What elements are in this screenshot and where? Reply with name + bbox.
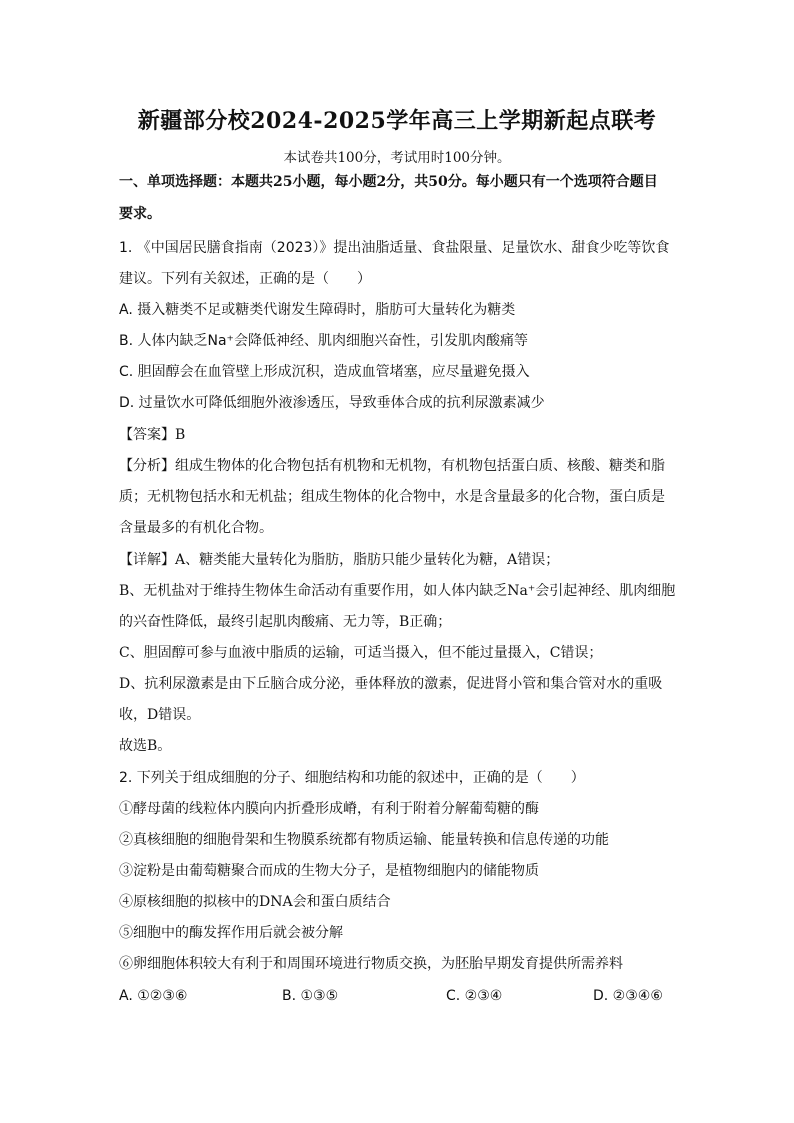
q2-item-5: ⑤细胞中的酶发挥作用后就会被分解 <box>119 925 343 941</box>
q1-detail-line-5: D、抗利尿激素是由下丘脑合成分泌，垂体释放的激素，促进肾小管和集合管对水的重吸 <box>119 676 663 692</box>
q1-option-d: D. 过量饮水可降低细胞外液渗透压，导致垂体合成的抗利尿激素减少 <box>119 395 545 411</box>
q1-analysis-line-3: 含量最多的有机化合物。 <box>119 520 273 536</box>
q1-stem-line-1: 1. 《中国居民膳食指南（2023）》提出油脂适量、食盐限量、足量饮水、甜食少吃等饮食 <box>119 240 670 256</box>
q2-item-1: ①酵母菌的线粒体内膜向内折叠形成嵴，有利于附着分解葡萄糖的酶 <box>119 801 539 817</box>
section-heading-line-1: 一、单项选择题：本题共25小题，每小题2分，共50分。每小题只有一个选项符合题目 <box>119 174 658 190</box>
exam-subtitle: 本试卷共100分，考试用时100分钟。 <box>283 150 511 166</box>
q1-stem-line-2: 建议。下列有关叙述，正确的是（ ） <box>119 271 371 287</box>
q1-detail-line-2: B、无机盐对于维持生物体生命活动有重要作用，如人体内缺乏Na⁺会引起神经、肌肉细胞 <box>119 583 676 599</box>
q2-item-3: ③淀粉是由葡萄糖聚合而成的生物大分子，是植物细胞内的储能物质 <box>119 863 539 879</box>
section-heading-line-2: 要求。 <box>119 206 161 222</box>
q2-item-2: ②真核细胞的细胞骨架和生物膜系统都有物质运输、能量转换和信息传递的功能 <box>119 832 609 848</box>
q1-option-a: A. 摄入糖类不足或糖类代谢发生障碍时，脂肪可大量转化为糖类 <box>119 302 516 318</box>
q1-answer: 【答案】B <box>119 427 186 443</box>
q1-conclusion: 故选B。 <box>119 738 172 754</box>
q1-analysis-line-1: 【分析】组成生物体的化合物包括有机物和无机物，有机物包括蛋白质、核酸、糖类和脂 <box>119 458 665 474</box>
q2-item-4: ④原核细胞的拟核中的DNA会和蛋白质结合 <box>119 894 391 910</box>
q1-detail-line-1: 【详解】A、糖类能大量转化为脂肪，脂肪只能少量转化为糖，A错误； <box>119 552 560 568</box>
q2-option-a: A. ①②③⑥ <box>119 988 188 1004</box>
q2-option-b: B. ①③⑤ <box>282 988 339 1004</box>
q2-option-c: C. ②③④ <box>446 988 503 1004</box>
q1-option-c: C. 胆固醇会在血管壁上形成沉积，造成血管堵塞，应尽量避免摄入 <box>119 364 530 380</box>
q1-detail-line-3: 的兴奋性降低，最终引起肌肉酸痛、无力等，B正确； <box>119 614 452 630</box>
exam-title: 新疆部分校2024-2025学年高三上学期新起点联考 <box>137 108 657 134</box>
q1-analysis-line-2: 质；无机物包括水和无机盐；组成生物体的化合物中，水是含量最多的化合物，蛋白质是 <box>119 489 665 505</box>
q2-option-d: D. ②③④⑥ <box>593 988 663 1004</box>
q1-detail-line-4: C、胆固醇可参与血液中脂质的运输，可适当摄入，但不能过量摄入，C错误； <box>119 645 603 661</box>
q1-option-b: B. 人体内缺乏Na⁺会降低神经、肌肉细胞兴奋性，引发肌肉酸痛等 <box>119 333 528 349</box>
q2-item-6: ⑥卵细胞体积较大有利于和周围环境进行物质交换，为胚胎早期发育提供所需养料 <box>119 956 623 972</box>
q2-stem: 2. 下列关于组成细胞的分子、细胞结构和功能的叙述中，正确的是（ ） <box>119 770 585 786</box>
q1-detail-line-6: 收，D错误。 <box>119 707 201 723</box>
